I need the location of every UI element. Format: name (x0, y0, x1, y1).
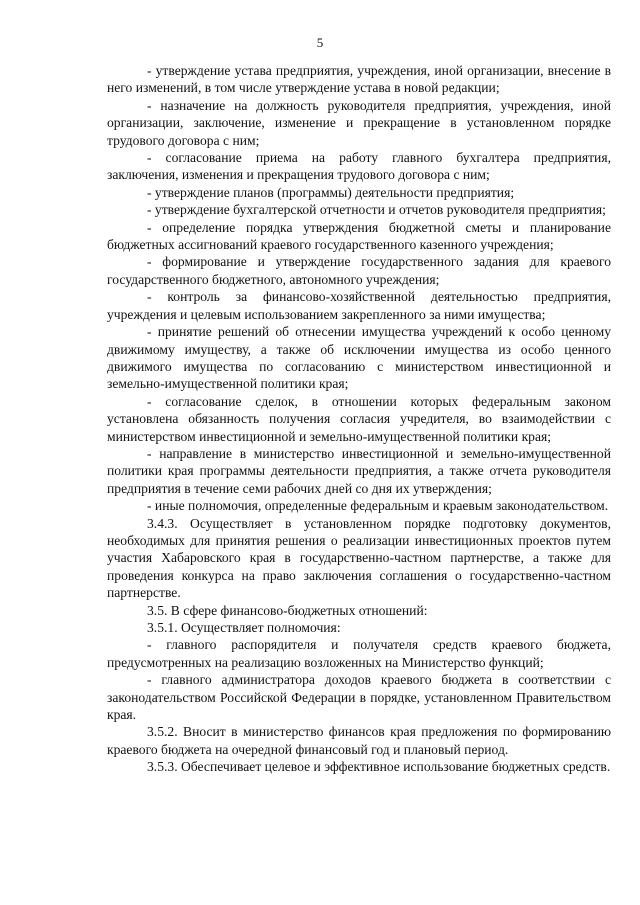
paragraph-charter-approval: - утверждение устава предприятия, учреждения, иной организации, внесение в него изменений, в том числе утверждение устава в новой редакции; (107, 63, 611, 96)
paragraph-valuable-property: - принятие решений об отнесении имущества учреждений к особо ценному движимому имуществу, а также об исключении имущества из особо ценного движимого имущества по согласованию с министерством инвестиционной и земельно-имущественной политики края; (107, 324, 611, 392)
paragraph-program-submission: - направление в министерство инвестиционной и земельно-имущественной политики края программы деятельности предприятия, а также отчета руководителя предприятия в течение семи рабочих дней со дня их утверждения; (107, 445, 611, 496)
paragraph-revenue-administrator: - главного администратора доходов краевого бюджета в соответствии с законодательством Российской Федерации в порядке, установленном Правительством края. (107, 672, 611, 723)
paragraph-budget-manager: - главного распорядителя и получателя средств краевого бюджета, предусмотренных на реализацию возложенных на Министерство функций; (107, 637, 611, 670)
paragraph-accounting-reports: - утверждение бухгалтерской отчетности и отчетов руководителя предприятия; (147, 202, 606, 218)
paragraph-state-assignment: - формирование и утверждение государственного задания для краевого государственного бюджетного, автономного учреждения; (107, 254, 611, 287)
paragraph-budget-estimate: - определение порядка утверждения бюджетной сметы и планирование бюджетных ассигнований краевого государственного казенного учреждения; (107, 219, 611, 253)
paragraph-3-4-3: 3.4.3. Осуществляет в установленном порядке подготовку документов, необходимых для принятия решения о реализации инвестиционных проектов путем участия Хабаровского края в государственно-частном партнерстве, а также для проведения конкурса на право заключения соглашения о государственно-частном партнерстве. (107, 515, 611, 601)
paragraph-other-powers: - иные полномочия, определенные федеральным и краевым законодательством. (147, 498, 609, 514)
paragraph-chief-accountant: - согласование приема на работу главного бухгалтера предприятия, заключения, изменения и прекращения трудового договора с ним; (107, 150, 611, 183)
document-body (107, 62, 611, 776)
paragraph-transactions: - согласование сделок, в отношении которых федеральным законом установлена обязанность получения согласия учредителя, во взаимодействии с министерством инвестиционной и земельно-имущественной политики края; (107, 393, 611, 444)
paragraph-financial-control: - контроль за финансово-хозяйственной деятельностью предприятия, учреждения и целевым использованием закрепленного за ними имущества; (107, 289, 611, 322)
paragraph-3-5-2: 3.5.2. Вносит в министерство финансов края предложения по формированию краевого бюджета на очередной финансовый год и плановый период. (107, 724, 611, 757)
paragraph-3-5: 3.5. В сфере финансово-бюджетных отношений: (147, 602, 428, 618)
paragraph-director-appointment: - назначение на должность руководителя предприятия, учреждения, иной организации, заключение, изменение и прекращение в установленном порядке трудового договора с ним; (107, 97, 611, 148)
page-number: 5 (316, 35, 324, 50)
paragraph-3-5-3: 3.5.3. Обеспечивает целевое и эффективное использование бюджетных средств. (147, 759, 611, 775)
paragraph-3-5-1: 3.5.1. Осуществляет полномочия: (147, 620, 341, 635)
paragraph-activity-plans: - утверждение планов (программы) деятельности предприятия; (147, 184, 515, 200)
